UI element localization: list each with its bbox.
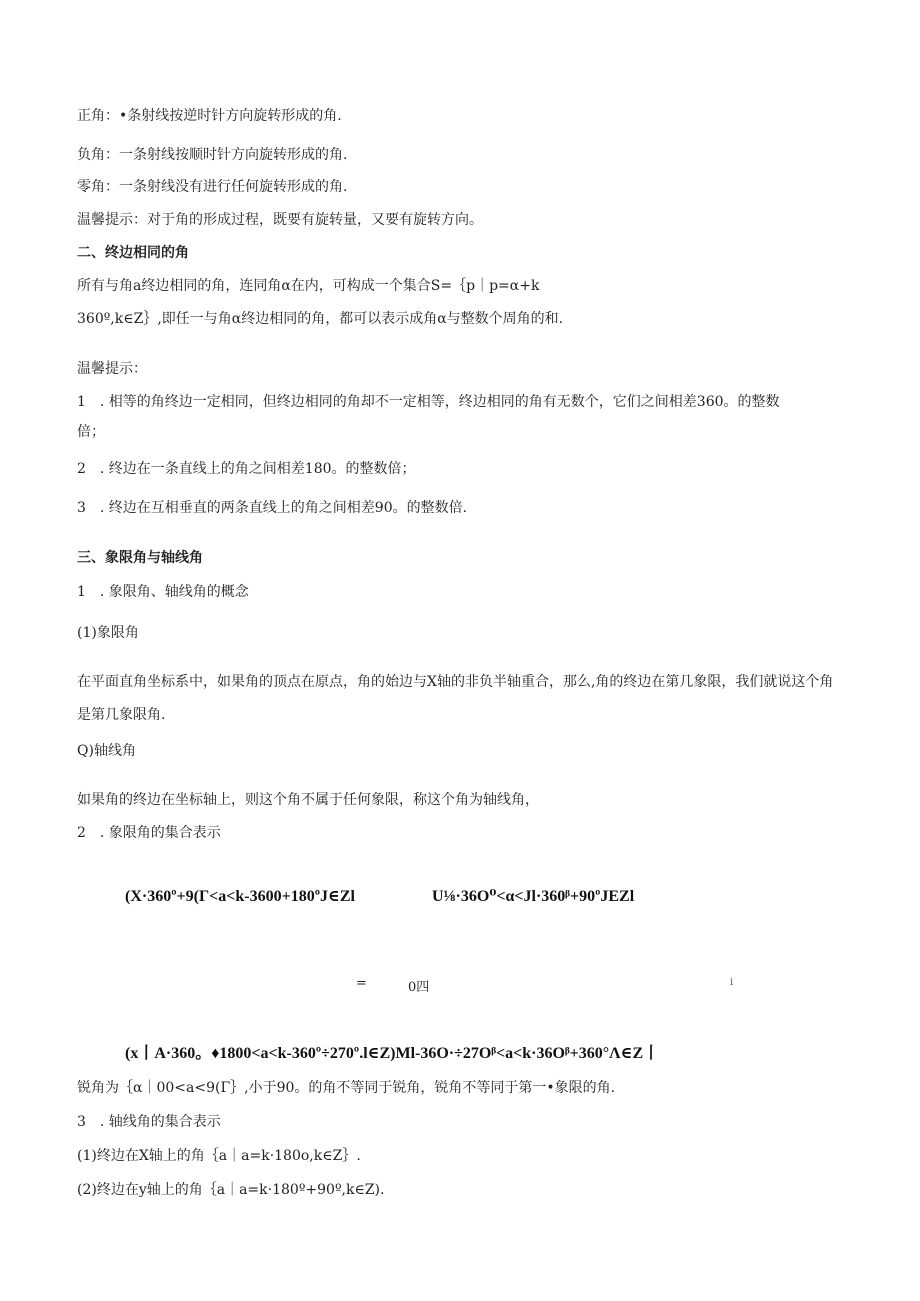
quadrant-angle-label: (1)象限角: [77, 625, 139, 641]
quadrant-set-formula-bottom: (x丨A·360。♦1800<a<k-360º÷270º.l∈Z)Ml-36O·÷27Oᵝ<a<k·36Oᵝ+360°Λ∈Z丨: [125, 1045, 660, 1062]
negative-angle-definition: 负角：一条射线按顺时针方向旋转形成的角.: [77, 147, 348, 163]
axis-angle-label: Q)轴线角: [77, 743, 136, 759]
coterminal-definition-line2: 360º,k∈Z｝,即任一与角α终边相同的角，都可以表示成角α与整数个周角的和.: [77, 311, 564, 327]
quadrant-set-formula-left: (X·360º+9(Γ<a<k-3600+180ºJ∈Zl: [125, 888, 355, 905]
section2-heading: 二、终边相同的角: [77, 245, 189, 261]
zero-angle-definition: 零角：一条射线没有进行任何旋转形成的角.: [77, 179, 348, 195]
item3: 3 . 轴线角的集合表示: [77, 1114, 221, 1130]
x-axis-angle-set: (1)终边在X轴上的角｛a｜a=k·180o,k∈Z｝.: [77, 1148, 361, 1164]
axis-angle-definition: 如果角的终边在坐标轴上，则这个角不属于任何象限，称这个角为轴线角，: [77, 792, 539, 808]
y-axis-angle-set: (2)终边在y轴上的角｛a｜a=k·180º+90º,k∈Z).: [77, 1182, 385, 1198]
tip2: 2 . 终边在一条直线上的角之间相差180。的整数倍；: [77, 461, 416, 477]
tip1-line1: 1 . 相等的角终边一定相同，但终边相同的角却不一定相等，终边相同的角有无数个，它们之间相差360。的整数: [77, 394, 780, 410]
tip3: 3 . 终边在互相垂直的两条直线上的角之间相差90。的整数倍.: [77, 500, 468, 516]
item1: 1 . 象限角、轴线角的概念: [77, 584, 249, 600]
acute-angle-note: 锐角为｛α｜00<a<9(Γ｝,小于90。的角不等同于锐角，锐角不等同于第一•象限的角.: [77, 1080, 616, 1096]
tip-label: 温馨提示：: [77, 361, 147, 377]
quadrant-angle-definition: 在平面直角坐标系中，如果角的顶点在原点，角的始边与X轴的非负半轴重合，那么,角的终边在第几象限，我们就说这个角是第几象限角.: [77, 674, 834, 723]
section3-heading: 三、象限角与轴线角: [77, 550, 203, 566]
quadrant-diagram-label: 0四: [408, 980, 430, 995]
positive-angle-definition: 正角：•条射线按逆时针方向旋转形成的角.: [77, 108, 342, 124]
quadrant-set-formula-right: U⅛·36O⁰<α<Jl·360ᵝ+90ºJEZl: [432, 888, 635, 905]
stray-mark: i: [730, 977, 734, 988]
rotation-tip: 温馨提示：对于角的形成过程，既要有旋转量，又要有旋转方向。: [77, 212, 483, 228]
item2: 2 . 象限角的集合表示: [77, 825, 221, 841]
equals-sign: =: [356, 976, 367, 991]
coterminal-definition-line1: 所有与角a终边相同的角，连同角α在内，可构成一个集合S=｛p｜p=α+k: [77, 278, 540, 294]
tip1-line2: 倍；: [77, 424, 105, 440]
